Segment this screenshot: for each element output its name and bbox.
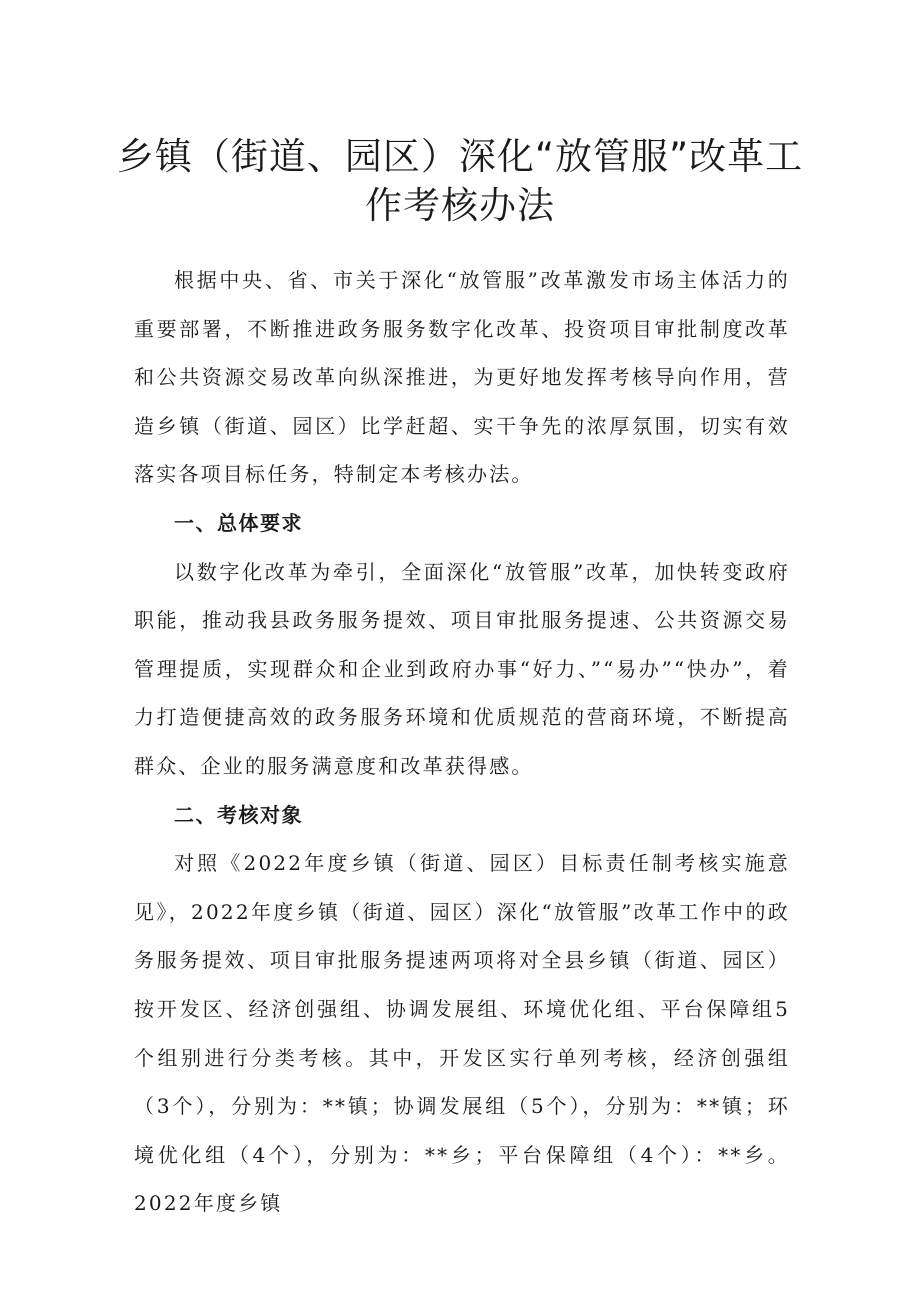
intro-paragraph: 根据中央、省、市关于深化“放管服”改革激发市场主体活力的重要部署，不断推进政务服务数字化改革、投资项目审批制度改革和公共资源交易改革向纵深推进，为更好地发挥考核导向作用，营造乡镇（街道、园区）比学赶超、实干争先的浓厚氛围，切实有效落实各项目标任务，特制定本考核办法。 — [134, 268, 790, 487]
section-heading-general-requirements: 一、总体要求 — [174, 510, 303, 535]
general-requirements-paragraph: 以数字化改革为牵引，全面深化“放管服”改革，加快转变政府职能，推动我县政务服务提效、项目审批服务提速、公共资源交易管理提质，实现群众和企业到政府办事“好力、”“易办”“快办”，着力打造便捷高效的政务服务环境和优质规范的营商环境，不断提高群众、企业的服务满意度和改革获得感。 — [134, 559, 790, 778]
document-title-line-2: 作考核办法 — [365, 184, 555, 227]
section-heading-assessment-targets: 二、考核对象 — [174, 802, 303, 827]
document-body — [134, 256, 790, 1228]
assessment-targets-paragraph: 对照《2022年度乡镇（街道、园区）目标责任制考核实施意见》，2022年度乡镇（街道、园区）深化“放管服”改革工作中的政务服务提效、项目审批服务提速两项将对全县乡镇（街道、园区）按开发区、经济创强组、协调发展组、环境优化组、平台保障组5个组别进行分类考核。其中，开发区实行单列考核，经济创强组（3个），分别为：**镇；协调发展组（5个），分别为：**镇；环境优化组（4个），分别为：**乡；平台保障组（4个）：**乡。2022年度乡镇 — [134, 851, 790, 1216]
document-title-line-1: 乡镇（街道、园区）深化“放管服”改革工 — [116, 135, 804, 178]
